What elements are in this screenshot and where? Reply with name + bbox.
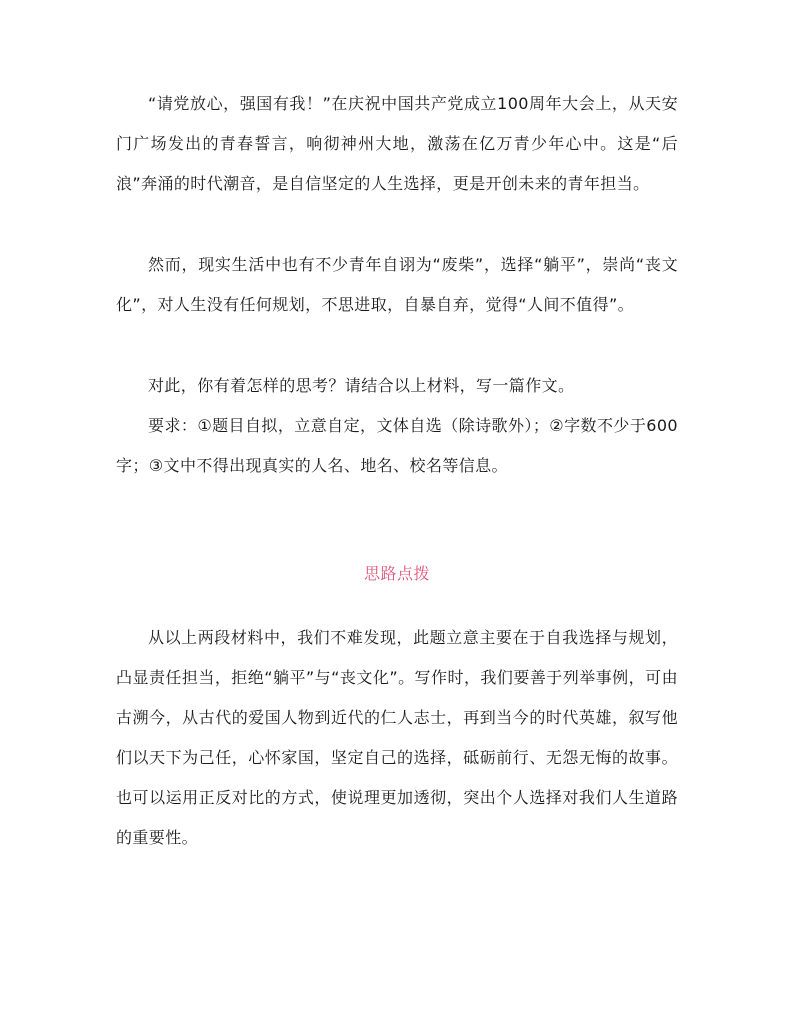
material-paragraph-2: 然而，现实生活中也有不少青年自诩为“废柴”，选择“躺平”，崇尚“丧文化”，对人生没有任何规划，不思进取，自暴自弃，觉得“人间不值得”。 bbox=[116, 255, 678, 314]
material-paragraph-1: “请党放心，强国有我！”在庆祝中国共产党成立100周年大会上，从天安门广场发出的青春誓言，响彻神州大地，激荡在亿万青少年心中。这是“后浪”奔涌的时代潮音，是自信坚定的人生选择，更是开创未来的青年担当。 bbox=[116, 94, 678, 193]
material-paragraph-3: 对此，你有着怎样的思考？请结合以上材料，写一篇作文。 bbox=[148, 376, 575, 395]
requirements-paragraph: 要求：①题目自拟，立意自定，文体自选（除诗歌外）；②字数不少于600字；③文中不得出现真实的人名、地名、校名等信息。 bbox=[116, 416, 678, 475]
section-heading: 思路点拨 bbox=[363, 564, 430, 583]
guide-paragraph: 从以上两段材料中，我们不难发现，此题立意主要在于自我选择与规划，凸显责任担当，拒绝“躺平”与“丧文化”。写作时，我们要善于列举事例，可由古溯今，从古代的爱国人物到近代的仁人志士，再到当今的时代英雄，叙写他们以天下为己任，心怀家国，坚定自己的选择，砥砺前行、无怨无悔的故事。也可以运用正反对比的方式，使说理更加透彻，突出个人选择对我们人生道路的重要性。 bbox=[116, 628, 678, 847]
